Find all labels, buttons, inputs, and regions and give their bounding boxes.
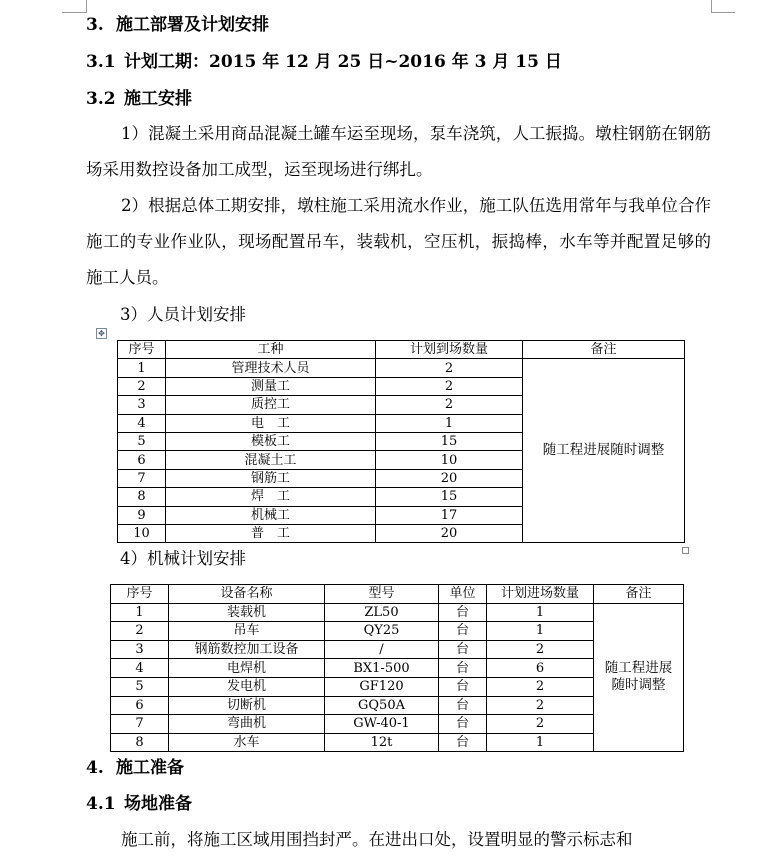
cell-unit: 台: [439, 733, 487, 752]
cell-note: 随工程进展随时调整: [523, 359, 685, 543]
cell-unit: 台: [439, 696, 487, 715]
table-row: [118, 359, 685, 377]
cell-trade: 钢筋工: [166, 469, 376, 487]
cell-quantity: 20: [376, 524, 523, 542]
paragraph-concrete: [86, 116, 711, 188]
cell-index: 2: [118, 377, 166, 395]
table-header-row: [111, 585, 684, 604]
corner-mark-left-horizontal: [62, 12, 86, 13]
cell-quantity: 15: [376, 488, 523, 506]
cell-quantity: 17: [376, 506, 523, 524]
header-cell: 型号: [325, 585, 439, 604]
cell-model: GW-40-1: [325, 715, 439, 734]
cell-trade: 焊 工: [166, 488, 376, 506]
paragraph-text: 1）混凝土采用商品混凝土罐车运至现场，泵车浇筑，人工振捣。墩柱钢筋在钢筋场采用数控设备加工成型，运至现场进行绑扎。: [86, 124, 711, 179]
header-cell: 备注: [523, 341, 685, 359]
cell-equipment: 钢筋数控加工设备: [169, 640, 325, 659]
cell-index: 1: [111, 603, 169, 622]
cell-model: 12t: [325, 733, 439, 752]
cell-trade: 普 工: [166, 524, 376, 542]
personnel-plan-caption: 3）人员计划安排: [120, 305, 246, 324]
cell-index: 6: [111, 696, 169, 715]
cell-index: 6: [118, 451, 166, 469]
cell-model: /: [325, 640, 439, 659]
machinery-table: [110, 584, 684, 752]
cell-equipment: 吊车: [169, 622, 325, 641]
section-number: 3.1: [86, 52, 116, 72]
cell-trade: 测量工: [166, 377, 376, 395]
table-header-row: [118, 341, 685, 359]
cell-equipment: 切断机: [169, 696, 325, 715]
cell-model: BX1-500: [325, 659, 439, 678]
table-row: [111, 603, 684, 622]
cell-quantity: 2: [376, 359, 523, 377]
paragraph-text: 施工前，将施工区域用围挡封严。在进出口处，设置明显的警示标志和: [121, 830, 633, 849]
cell-unit: 台: [439, 640, 487, 659]
cell-equipment: 装载机: [169, 603, 325, 622]
corner-mark-right-horizontal: [711, 12, 735, 13]
cell-unit: 台: [439, 715, 487, 734]
cell-trade: 机械工: [166, 506, 376, 524]
cell-model: QY25: [325, 622, 439, 641]
cell-index: 8: [118, 488, 166, 506]
paragraph-site-prep: [86, 822, 711, 858]
header-cell: 单位: [439, 585, 487, 604]
cell-quantity: 1: [487, 622, 594, 641]
cell-index: 2: [111, 622, 169, 641]
cell-equipment: 发电机: [169, 677, 325, 696]
cell-index: 1: [118, 359, 166, 377]
table-resize-handle[interactable]: [682, 547, 689, 554]
cell-index: 7: [118, 469, 166, 487]
cell-quantity: 2: [487, 640, 594, 659]
cell-unit: 台: [439, 659, 487, 678]
machinery-plan-caption: 4）机械计划安排: [120, 549, 246, 568]
cell-quantity: 6: [487, 659, 594, 678]
personnel-table: [117, 340, 685, 543]
cell-quantity: 2: [487, 677, 594, 696]
cell-quantity: 1: [487, 603, 594, 622]
section-3-1-heading: [86, 51, 562, 73]
header-cell: 工种: [166, 341, 376, 359]
cell-trade: 电 工: [166, 414, 376, 432]
cell-model: GQ50A: [325, 696, 439, 715]
cell-quantity: 2: [487, 715, 594, 734]
cell-quantity: 20: [376, 469, 523, 487]
cell-equipment: 弯曲机: [169, 715, 325, 734]
cell-model: ZL50: [325, 603, 439, 622]
cell-unit: 台: [439, 622, 487, 641]
cell-index: 4: [118, 414, 166, 432]
header-cell: 序号: [118, 341, 166, 359]
corner-mark-right-vertical: [711, 0, 712, 13]
note-line: 随工程进展: [604, 660, 673, 677]
header-cell: 设备名称: [169, 585, 325, 604]
cell-equipment: 水车: [169, 733, 325, 752]
header-cell: 计划进场数量: [487, 585, 594, 604]
note-line: 随时调整: [611, 677, 666, 694]
section-number: 4.1: [86, 794, 116, 814]
cell-index: 3: [111, 640, 169, 659]
cell-unit: 台: [439, 603, 487, 622]
section-title: 施工安排: [124, 89, 192, 109]
section-number: 3.2: [86, 89, 116, 109]
section-4-heading: [86, 757, 184, 779]
cell-trade: 管理技术人员: [166, 359, 376, 377]
cell-index: 5: [118, 432, 166, 450]
paragraph-schedule: [86, 188, 711, 296]
cell-trade: 质控工: [166, 396, 376, 414]
header-cell: 计划到场数量: [376, 341, 523, 359]
section-title: 施工部署及计划安排: [116, 15, 269, 35]
cell-model: GF120: [325, 677, 439, 696]
cell-quantity: 2: [376, 377, 523, 395]
table-move-handle-icon[interactable]: ✥: [96, 328, 107, 339]
cell-quantity: 10: [376, 451, 523, 469]
section-title: 施工准备: [116, 758, 184, 778]
cell-quantity: 15: [376, 432, 523, 450]
paragraph-text: 2）根据总体工期安排，墩柱施工采用流水作业，施工队伍选用常年与我单位合作施工的专业作业队，现场配置吊车，装载机，空压机，振捣棒，水车等并配置足够的施工人员。: [86, 196, 711, 287]
section-4-1-heading: [86, 793, 192, 815]
cell-quantity: 1: [487, 733, 594, 752]
header-cell: 序号: [111, 585, 169, 604]
cell-quantity: 2: [487, 696, 594, 715]
section-3-heading: [86, 14, 269, 36]
cell-quantity: 1: [376, 414, 523, 432]
cell-trade: 模板工: [166, 432, 376, 450]
cell-equipment: 电焊机: [169, 659, 325, 678]
cell-unit: 台: [439, 677, 487, 696]
section-title: 计划工期：2015 年 12 月 25 日~2016 年 3 月 15 日: [124, 52, 562, 72]
cell-quantity: 2: [376, 396, 523, 414]
section-number: 4.: [86, 758, 104, 778]
section-title: 场地准备: [124, 794, 192, 814]
corner-mark-left-vertical: [86, 0, 87, 13]
cell-index: 8: [111, 733, 169, 752]
header-cell: 备注: [594, 585, 684, 604]
cell-trade: 混凝土工: [166, 451, 376, 469]
cell-index: 10: [118, 524, 166, 542]
section-3-2-heading: [86, 88, 192, 110]
cell-index: 4: [111, 659, 169, 678]
cell-note: [594, 603, 684, 752]
cell-index: 7: [111, 715, 169, 734]
cell-index: 5: [111, 677, 169, 696]
section-number: 3.: [86, 15, 104, 35]
cell-index: 3: [118, 396, 166, 414]
cell-index: 9: [118, 506, 166, 524]
